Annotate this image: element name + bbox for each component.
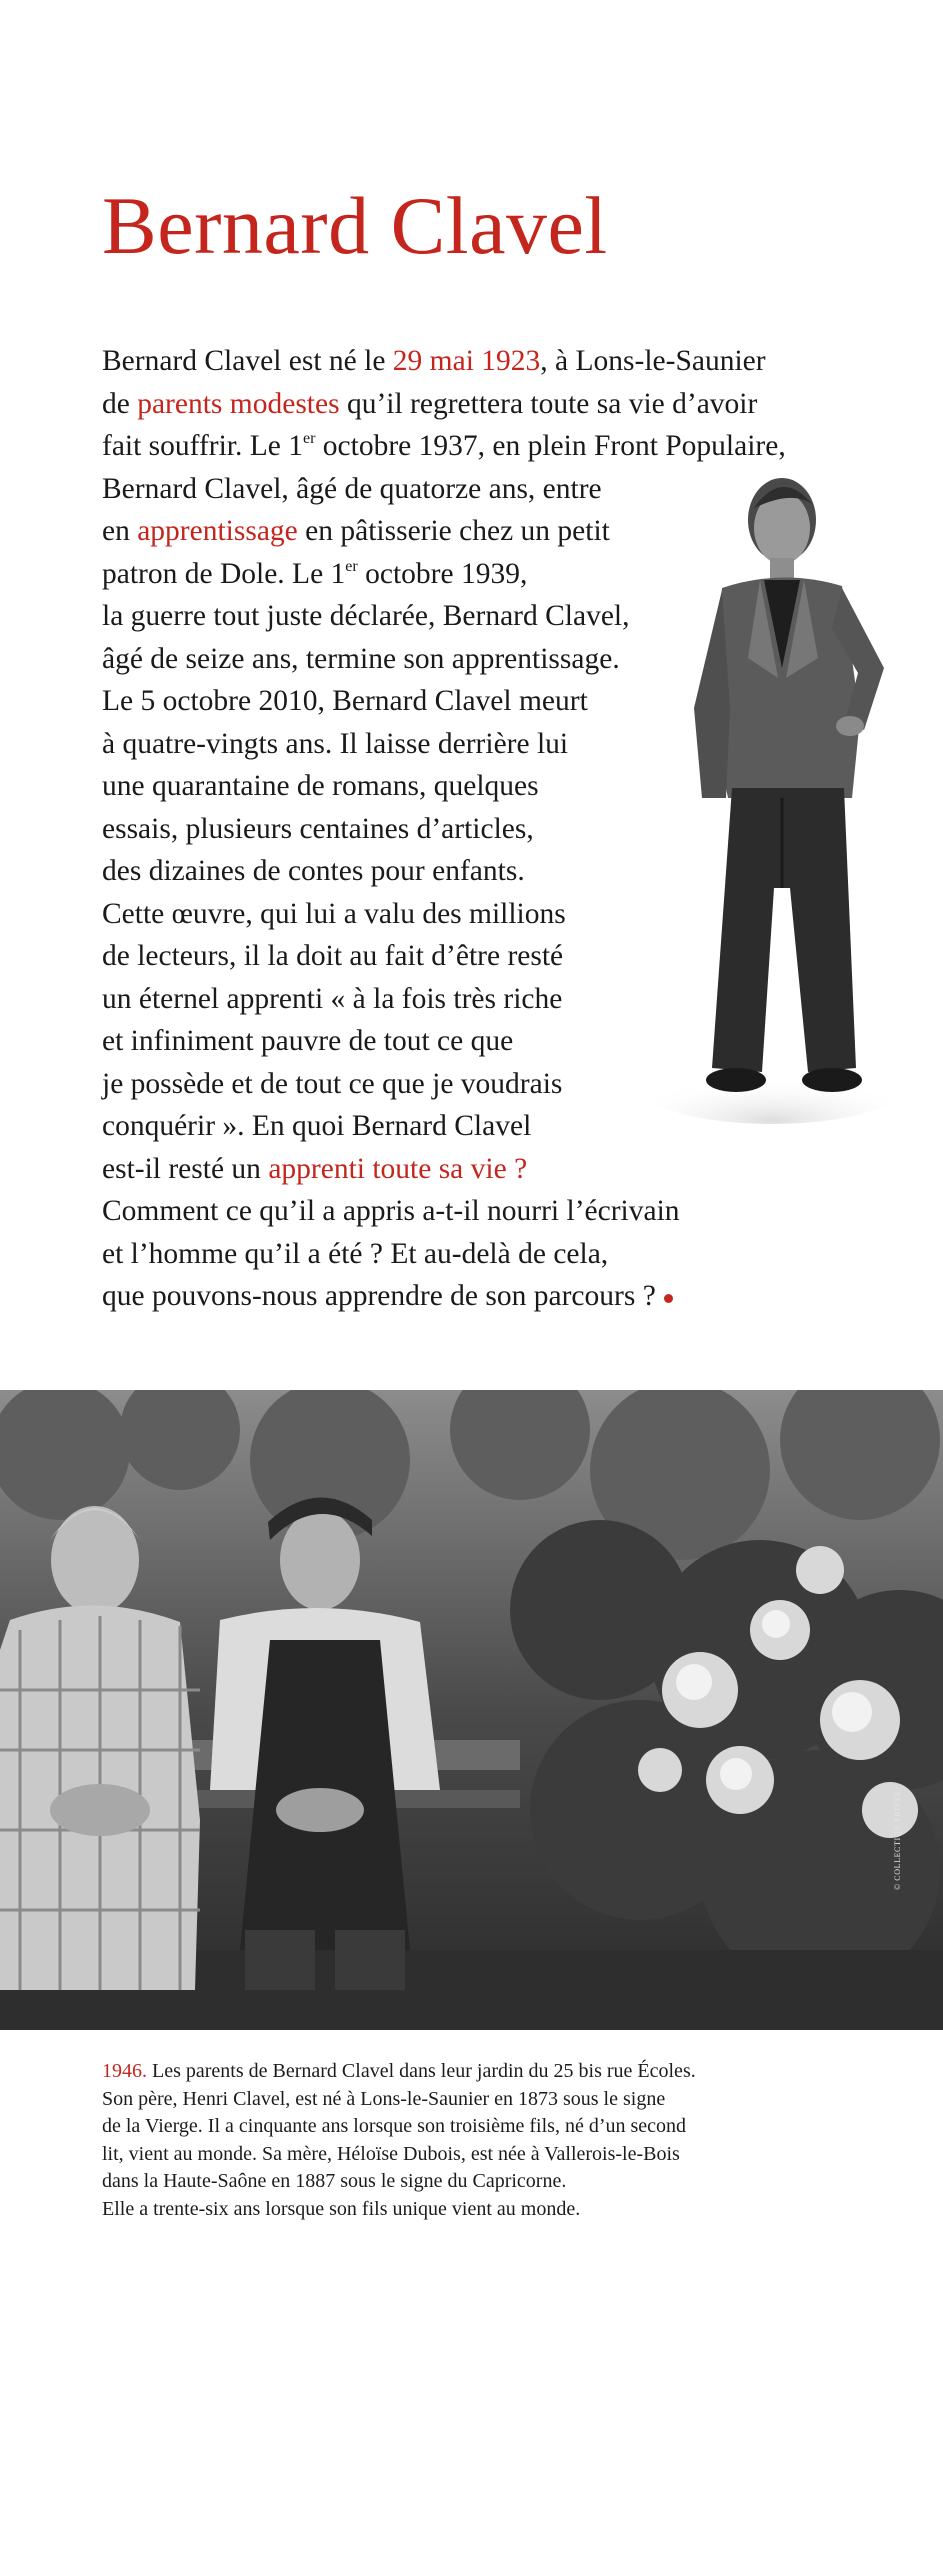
intro-line: et infiniment pauvre de tout ce que bbox=[102, 1025, 514, 1057]
intro-line: de lecteurs, il la doit au fait d’être resté bbox=[102, 940, 564, 972]
caption-line: Elle a trente-six ans lorsque son fils unique vient au monde. bbox=[102, 2197, 581, 2220]
lifelong-apprentice-highlight: apprenti toute sa vie ? bbox=[268, 1152, 528, 1185]
intro-line: Comment ce qu’il a appris a-t-il nourri l’écrivain bbox=[102, 1195, 680, 1227]
intro-line: de parents modestes qu’il regrettera toute sa vie d’avoir bbox=[102, 387, 758, 420]
birth-date-highlight: 29 mai 1923 bbox=[392, 345, 541, 377]
caption-line: 1946. Les parents de Bernard Clavel dans leur jardin du 25 bis rue Écoles. bbox=[102, 2060, 696, 2082]
intro-line: Bernard Clavel est né le 29 mai 1923, à Lons-le-Saunier bbox=[102, 345, 766, 377]
intro-line: en apprentissage en pâtisserie chez un petit bbox=[102, 515, 610, 547]
caption-line: dans la Haute-Saône en 1887 sous le signe du Capricorne. bbox=[102, 2170, 567, 2192]
intro-paragraph bbox=[102, 340, 882, 1318]
photo-caption bbox=[102, 2058, 882, 2223]
parents-highlight: parents modestes bbox=[137, 387, 340, 420]
intro-line: des dizaines de contes pour enfants. bbox=[102, 855, 525, 887]
intro-line: conquérir ». En quoi Bernard Clavel bbox=[102, 1110, 532, 1142]
intro-line: et l’homme qu’il a été ? Et au-delà de cela, bbox=[102, 1237, 609, 1270]
intro-line: Cette œuvre, qui lui a valu des millions bbox=[102, 897, 566, 930]
intro-line: une quarantaine de romans, quelques bbox=[102, 770, 539, 802]
page-title: Bernard Clavel bbox=[102, 180, 608, 271]
intro-line: Le 5 octobre 2010, Bernard Clavel meurt bbox=[102, 685, 588, 717]
intro-line: fait souffrir. Le 1er octobre 1937, en plein Front Populaire, bbox=[102, 430, 786, 462]
intro-line: âgé de seize ans, termine son apprentissage. bbox=[102, 642, 620, 675]
intro-line: patron de Dole. Le 1er octobre 1939, bbox=[102, 557, 528, 590]
intro-line: Bernard Clavel, âgé de quatorze ans, entre bbox=[102, 472, 602, 505]
apprenticeship-highlight: apprentissage bbox=[137, 515, 298, 547]
caption-line: lit, vient au monde. Sa mère, Héloïse Dubois, est née à Vallerois-le-Bois bbox=[102, 2142, 680, 2165]
intro-line: je possède et de tout ce que je voudrais bbox=[102, 1067, 563, 1100]
intro-line: à quatre-vingts ans. Il laisse derrière lui bbox=[102, 727, 569, 760]
intro-line: un éternel apprenti « à la fois très riche bbox=[102, 982, 563, 1015]
intro-line: la guerre tout juste déclarée, Bernard Clavel, bbox=[102, 600, 630, 632]
intro-line: essais, plusieurs centaines d’articles, bbox=[102, 812, 534, 845]
caption-year: 1946. bbox=[102, 2060, 147, 2082]
caption-line: Son père, Henri Clavel, est né à Lons-le-Saunier en 1873 sous le signe bbox=[102, 2087, 666, 2110]
caption-line: de la Vierge. Il a cinquante ans lorsque son troisième fils, né d’un second bbox=[102, 2115, 687, 2137]
intro-line: que pouvons-nous apprendre de son parcours ? bbox=[102, 1275, 882, 1318]
parents-garden-photo bbox=[0, 1390, 943, 2030]
intro-line: est-il resté un apprenti toute sa vie ? bbox=[102, 1152, 528, 1185]
end-mark-dot bbox=[664, 1294, 673, 1303]
photo-credit: © COLLECTION PRIVÉE bbox=[893, 1790, 902, 1890]
